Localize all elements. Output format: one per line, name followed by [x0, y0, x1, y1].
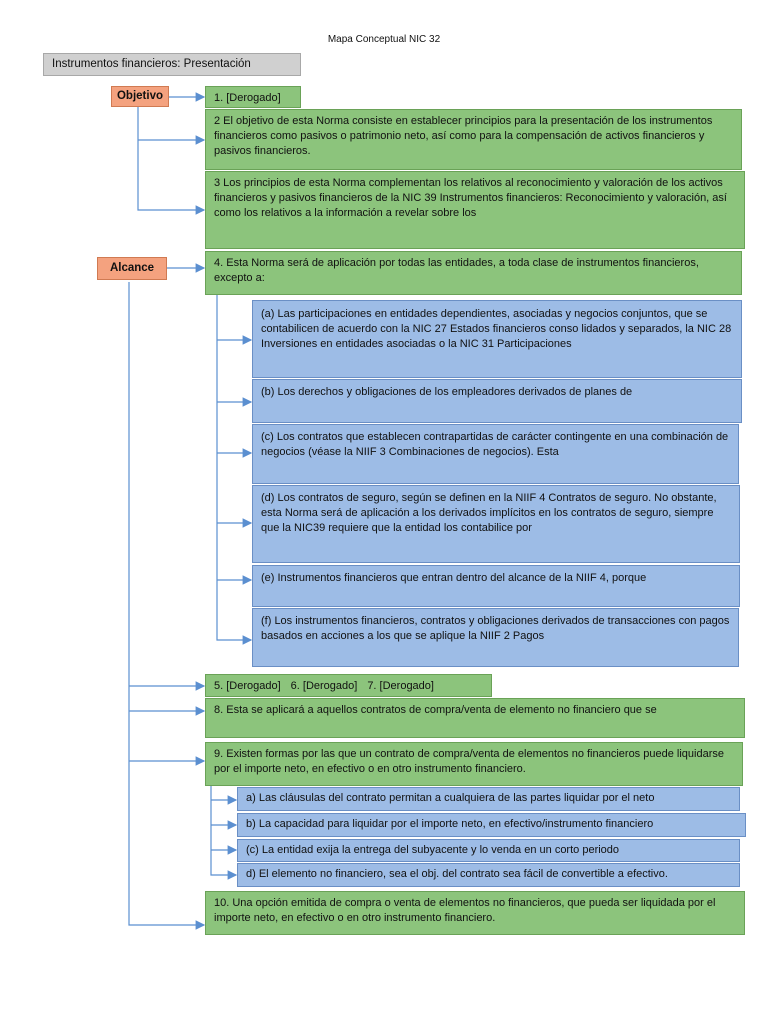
item-5-derogado: 5. [Derogado]: [214, 680, 281, 692]
excepcion-a: (a) Las participaciones en entidades dependientes, asociadas y negocios conjuntos, que se contabilicen de acuerdo con la NIC 27 Estados financieros conso lidados y separados, la NIC 28 Inversiones en entidades asociadas o la NIC 31 Participaciones: [252, 300, 742, 378]
forma-b: b) La capacidad para liquidar por el importe neto, en efectivo/instrumento financiero: [237, 813, 746, 837]
excepcion-b: (b) Los derechos y obligaciones de los empleadores derivados de planes de: [252, 379, 742, 423]
item-6-derogado: 6. [Derogado]: [290, 680, 358, 692]
alcance-label: Alcance: [97, 257, 167, 280]
objetivo-label: Objetivo: [111, 86, 169, 107]
objetivo-item-3: 3 Los principios de esta Norma complementan los relativos al reconocimiento y valoración de los activos financieros y pasivos financieros de la NIC 39 Instrumentos financieros: Reconocimiento y valoración, así como los relativos a la información a revelar sobre los: [205, 171, 745, 249]
derogados-5-6-7: [205, 674, 492, 697]
alcance-item-9: 9. Existen formas por las que un contrato de compra/venta de elementos no financieros puede liquidarse por el importe neto, en efectivo o en otro instrumento financiero.: [205, 742, 743, 786]
page-title: Mapa Conceptual NIC 32: [327, 34, 441, 45]
forma-a: a) Las cláusulas del contrato permitan a cualquiera de las partes liquidar por el neto: [237, 787, 740, 811]
forma-d: d) El elemento no financiero, sea el obj. del contrato sea fácil de convertible a efectivo.: [237, 863, 740, 887]
forma-c: (c) La entidad exija la entrega del subyacente y lo venda en un corto periodo: [237, 839, 740, 862]
excepcion-f: (f) Los instrumentos financieros, contratos y obligaciones derivados de transacciones con pagos basados en acciones a los que se aplique la NIIF 2 Pagos: [252, 608, 739, 667]
objetivo-item-2: 2 El objetivo de esta Norma consiste en establecer principios para la presentación de los instrumentos financieros como pasivos o patrimonio neto, así como para la compensación de activos financieros y pasivos financieros.: [205, 109, 742, 170]
alcance-item-4: 4. Esta Norma será de aplicación por todas las entidades, a toda clase de instrumentos financieros, excepto a:: [205, 251, 742, 295]
excepcion-d: (d) Los contratos de seguro, según se definen en la NIIF 4 Contratos de seguro. No obstante, esta Norma será de aplicación a los derivados implícitos en los contratos de seguro, siempre que la NIC39 requiere que la entidad los contabilice por: [252, 485, 740, 563]
section-header: Instrumentos financieros: Presentación: [43, 53, 301, 76]
item-7-derogado: 7. [Derogado]: [367, 680, 434, 692]
alcance-item-10: 10. Una opción emitida de compra o venta de elementos no financieros, que pueda ser liquidada por el importe neto, en efectivo o en otro instrumento financiero.: [205, 891, 745, 935]
excepcion-e: (e) Instrumentos financieros que entran dentro del alcance de la NIIF 4, porque: [252, 565, 740, 607]
objetivo-item-1: 1. [Derogado]: [205, 86, 301, 108]
excepcion-c: (c) Los contratos que establecen contrapartidas de carácter contingente en una combinación de negocios (véase la NIIF 3 Combinaciones de negocios). Esta: [252, 424, 739, 484]
alcance-item-8: 8. Esta se aplicará a aquellos contratos de compra/venta de elemento no financiero que se: [205, 698, 745, 738]
